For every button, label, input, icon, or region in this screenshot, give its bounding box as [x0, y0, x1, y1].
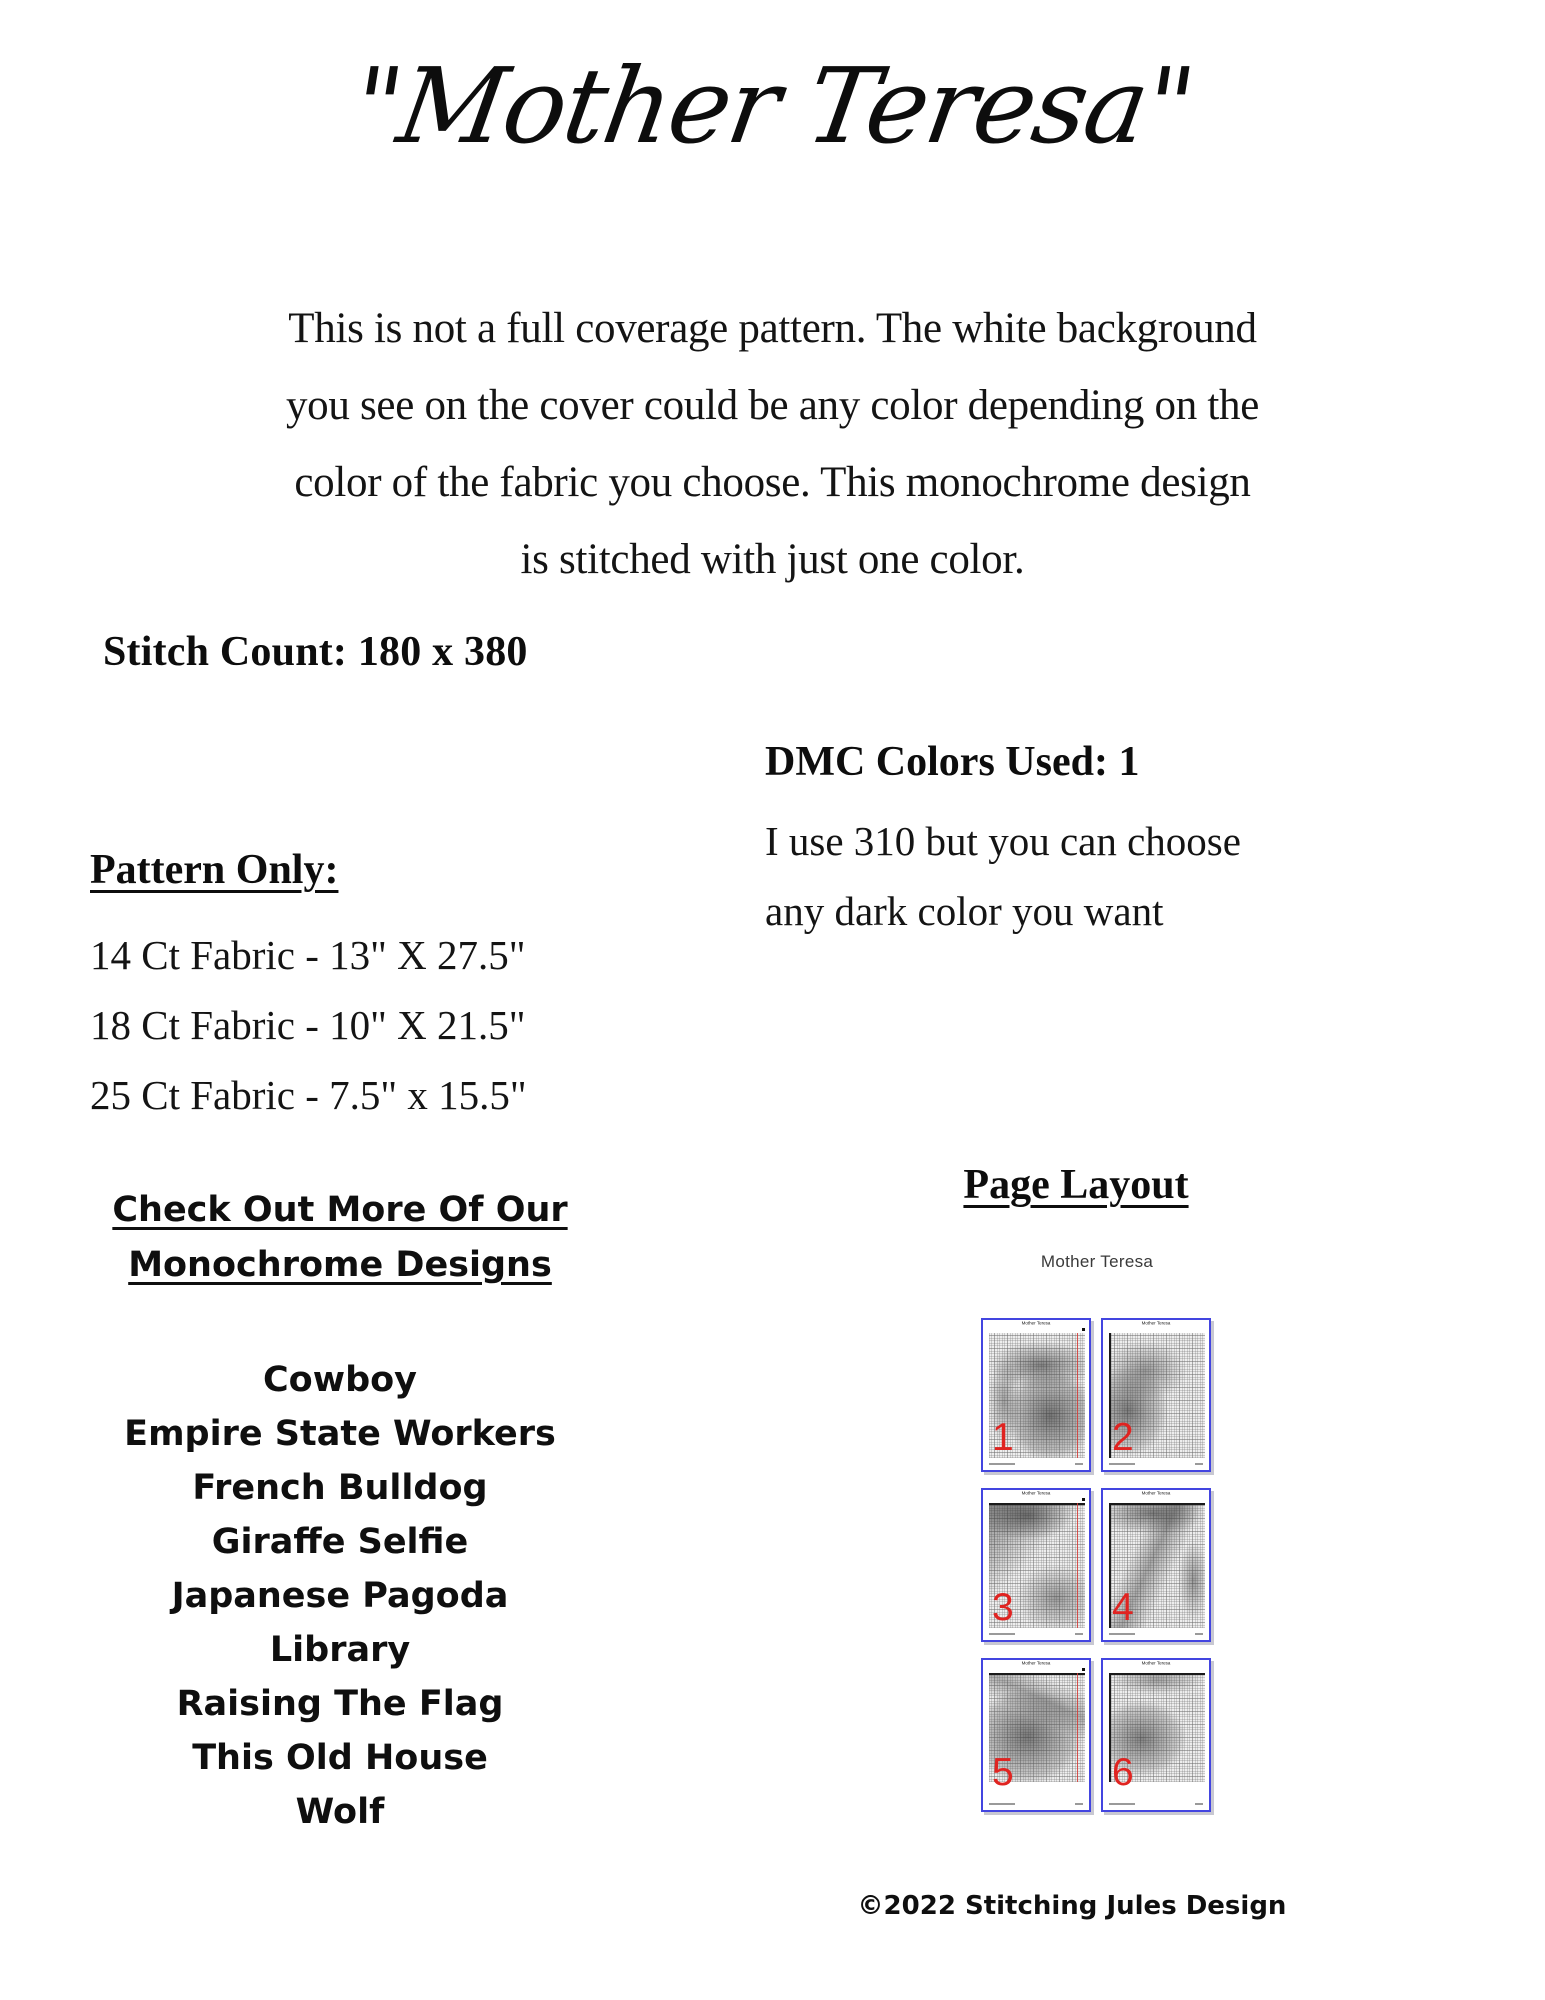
page-layout-preview-title: Mother Teresa	[1040, 1252, 1154, 1271]
design-name: Cowboy	[263, 1360, 417, 1400]
pattern-page-thumbnail	[1101, 1318, 1211, 1472]
design-name: Empire State Workers	[124, 1414, 556, 1454]
chart-left-edge	[1109, 1503, 1111, 1628]
chart-top-edge	[989, 1503, 1085, 1505]
chart-top-edge	[1109, 1673, 1205, 1675]
page-layout-thumbnails	[981, 1318, 1211, 1812]
thumbnail-chart-title: Mother Teresa	[1021, 1661, 1051, 1666]
thumbnail-footer-right	[1075, 1463, 1083, 1465]
intro-line: color of the fabric you choose. This monochrome design	[294, 459, 1251, 506]
designs-list	[40, 1353, 640, 1839]
thumbnail-chart-title: Mother Teresa	[1021, 1491, 1051, 1496]
more-designs-heading: Check Out More Of Our Monochrome Designs	[112, 1190, 568, 1285]
pattern-only-section	[90, 846, 527, 1130]
intro-paragraph	[0, 290, 1545, 598]
chart-red-guideline	[1077, 1673, 1078, 1782]
pattern-only-heading: Pattern Only:	[90, 847, 339, 893]
thumbnail-footer-left	[989, 1803, 1015, 1805]
thumbnail-footer-left	[989, 1633, 1015, 1635]
thumbnail-page-number: 2	[1112, 1416, 1134, 1459]
design-name: Giraffe Selfie	[211, 1522, 469, 1562]
thumbnail-footer-right	[1195, 1633, 1203, 1635]
intro-line: This is not a full coverage pattern. The white background	[288, 305, 1257, 352]
thumbnail-footer-left	[1109, 1633, 1135, 1635]
pattern-page-thumbnail	[1101, 1488, 1211, 1642]
thumbnail-page-number: 6	[1112, 1751, 1134, 1794]
dmc-colors-note: I use 310 but you can choose	[765, 818, 1241, 864]
chart-red-guideline	[1077, 1333, 1078, 1458]
pattern-page-thumbnail	[981, 1318, 1091, 1472]
fabric-size: 14 Ct Fabric - 13" X 27.5"	[90, 932, 526, 978]
page-title: "Mother Teresa"	[344, 45, 1201, 167]
pattern-page-thumbnail	[981, 1488, 1091, 1642]
chart-corner-marker	[1082, 1328, 1085, 1331]
thumbnail-footer-right	[1195, 1463, 1203, 1465]
chart-red-guideline	[1077, 1503, 1078, 1628]
pattern-page-thumbnail	[981, 1658, 1091, 1812]
thumbnail-chart-title: Mother Teresa	[1141, 1491, 1171, 1496]
design-name: Japanese Pagoda	[171, 1576, 509, 1616]
thumbnail-page-number: 4	[1112, 1586, 1134, 1629]
chart-left-edge	[1109, 1333, 1111, 1458]
intro-line: is stitched with just one color.	[520, 536, 1025, 583]
chart-top-edge	[1109, 1503, 1205, 1505]
chart-corner-marker	[1082, 1668, 1085, 1671]
more-designs-section	[40, 1183, 640, 1839]
thumbnail-chart-title: Mother Teresa	[1141, 1321, 1171, 1326]
design-name: This Old House	[192, 1738, 488, 1778]
thumbnail-footer-left	[989, 1463, 1015, 1465]
thumbnail-footer-right	[1195, 1803, 1203, 1805]
design-name: Library	[269, 1630, 411, 1670]
thumbnail-footer-right	[1075, 1633, 1083, 1635]
thumbnail-chart-title: Mother Teresa	[1021, 1321, 1051, 1326]
design-name: Raising The Flag	[176, 1684, 504, 1724]
thumbnail-chart-title: Mother Teresa	[1141, 1661, 1171, 1666]
design-name: Wolf	[295, 1792, 385, 1832]
thumbnail-footer-left	[1109, 1463, 1135, 1465]
fabric-size: 25 Ct Fabric - 7.5" x 15.5"	[90, 1072, 527, 1118]
page-layout-heading: Page Layout	[963, 1162, 1189, 1208]
thumbnail-page-number: 5	[992, 1751, 1014, 1794]
fabric-size: 18 Ct Fabric - 10" X 21.5"	[90, 1002, 526, 1048]
thumbnail-page-number: 3	[992, 1586, 1014, 1629]
chart-left-edge	[1109, 1673, 1111, 1782]
stitch-count: Stitch Count: 180 x 380	[103, 629, 528, 675]
design-name: French Bulldog	[192, 1468, 488, 1508]
pattern-page-thumbnail	[1101, 1658, 1211, 1812]
chart-top-edge	[989, 1673, 1085, 1675]
thumbnail-page-number: 1	[992, 1416, 1014, 1459]
thumbnail-footer-right	[1075, 1803, 1083, 1805]
copyright-text: ©2022 Stitching Jules Design	[857, 1891, 1287, 1921]
intro-line: you see on the cover could be any color depending on the	[285, 382, 1260, 429]
thumbnail-footer-left	[1109, 1803, 1135, 1805]
chart-corner-marker	[1082, 1498, 1085, 1501]
dmc-colors-section	[765, 738, 1241, 946]
dmc-colors-note: any dark color you want	[765, 888, 1164, 934]
dmc-colors-heading: DMC Colors Used: 1	[765, 739, 1140, 785]
